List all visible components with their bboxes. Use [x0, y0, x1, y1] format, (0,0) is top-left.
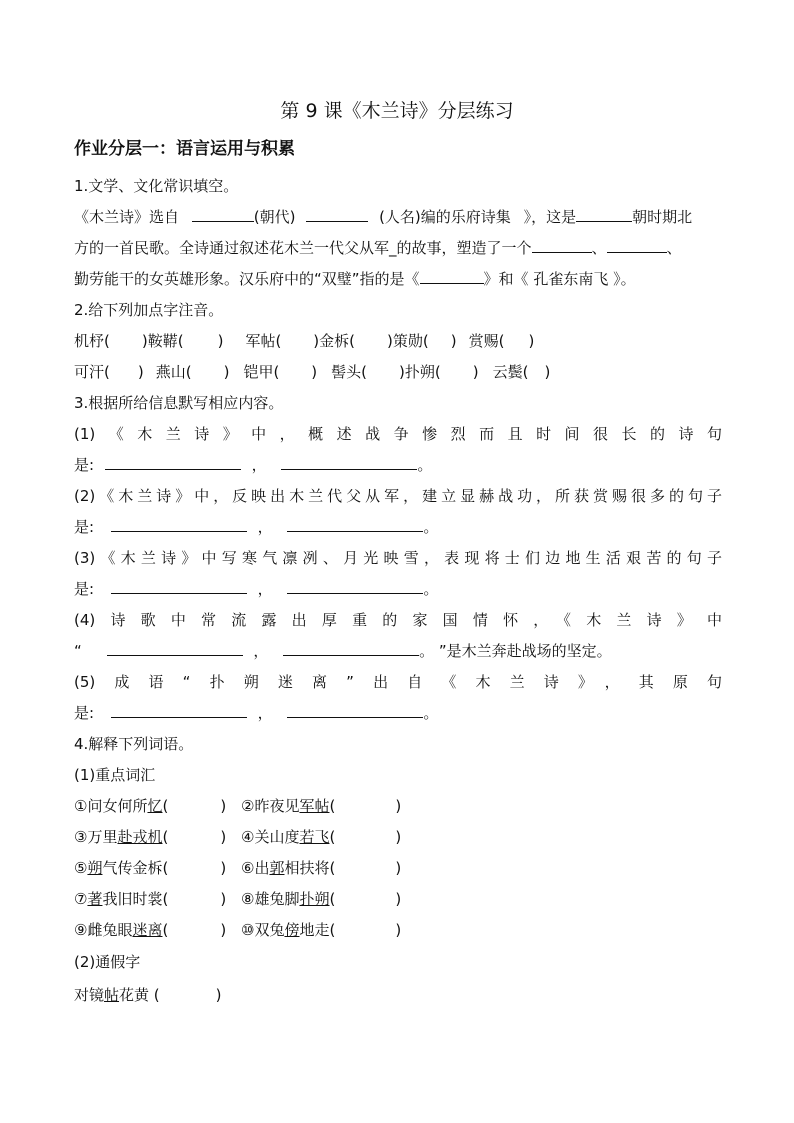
vocab-word: 忆: [147, 797, 163, 815]
q1-text: 朝时期北: [632, 208, 693, 226]
blank-q3-4b[interactable]: [283, 640, 419, 656]
vocab-text: 问女何所: [87, 797, 148, 815]
pinyin-item: ): [311, 363, 318, 381]
vocab-item: [74, 888, 226, 910]
q1-text: 、: [591, 239, 607, 257]
vocab-close: ): [220, 890, 227, 908]
q3-text: 是:: [74, 456, 95, 474]
vocab-text: 雌兔眼: [87, 921, 133, 939]
q2-label: 2.给下列加点字注音。: [74, 301, 224, 319]
q1-label: 1.文学、文化常识填空。: [74, 177, 239, 195]
vocab-number: ①: [74, 797, 88, 815]
vocab-item: [74, 919, 226, 941]
q1-line-1: [74, 206, 692, 228]
vocab-number: ③: [74, 828, 88, 846]
vocab-text: (: [329, 828, 336, 846]
vocab-item: [241, 795, 401, 817]
blank-trait-2[interactable]: [607, 237, 667, 253]
vocab-number: ⑤: [74, 859, 88, 877]
vocab-close: ): [395, 828, 402, 846]
pinyin-item: ): [450, 332, 457, 350]
vocab-close: ): [220, 828, 227, 846]
pinyin-item: )金柝(: [313, 332, 356, 350]
q1-text: 》和《: [483, 270, 529, 288]
blank-person[interactable]: [306, 206, 368, 222]
q3-s5-line-2: [74, 702, 438, 724]
pinyin-item: 铠甲(: [243, 363, 280, 381]
pinyin-item: 赏赐(: [468, 332, 505, 350]
tongjia-text: ): [215, 986, 222, 1004]
blank-q3-3b[interactable]: [287, 578, 423, 594]
vocab-close: ): [395, 890, 402, 908]
pinyin-item: ): [137, 363, 144, 381]
blank-poem[interactable]: [420, 268, 484, 284]
pinyin-item: 云鬓(: [492, 363, 529, 381]
vocab-text: 双兔: [254, 921, 285, 939]
vocab-word: 著: [87, 890, 103, 908]
vocab-close: ): [395, 921, 402, 939]
q3-s3-line-2: [74, 578, 438, 600]
q1-line-2: [74, 237, 682, 259]
q1-text: (朝代): [253, 208, 296, 226]
vocab-text: 地走(: [299, 921, 336, 939]
pinyin-item: )策勋(: [387, 332, 429, 350]
vocab-text: (: [162, 797, 169, 815]
vocab-item: [241, 826, 401, 848]
q1-text: 方的一首民歌。全诗通过叙述花木兰一代父从军_的故事，塑造了一个: [74, 239, 532, 257]
vocab-item: [241, 857, 401, 879]
q3-text: 。 ”是木兰奔赴战场的坚定。: [419, 642, 612, 660]
q3-text: 。: [423, 580, 439, 598]
vocab-number: ⑨: [74, 921, 88, 939]
vocab-number: ⑦: [74, 890, 88, 908]
q3-s1-line-1: (1)《木兰诗》中，概述战争惨烈而且时间很长的诗句: [74, 425, 722, 443]
q3-s5-line-1: (5)成语“扑朔迷离”出自《木兰诗》，其原句: [74, 673, 722, 691]
section-heading: 作业分层一：语言运用与积累: [74, 139, 295, 159]
vocab-number: ④: [241, 828, 255, 846]
vocab-text: 出: [254, 859, 270, 877]
blank-q3-1b[interactable]: [281, 454, 417, 470]
q3-text: ，: [257, 704, 273, 722]
q1-text: 》，这是: [523, 208, 577, 226]
vocab-item: [74, 857, 226, 879]
q3-text: ，: [251, 456, 267, 474]
vocab-item: [74, 795, 226, 817]
pinyin-item: 燕山(: [155, 363, 192, 381]
vocab-word: 迷离: [132, 921, 163, 939]
q1-line-3: [74, 268, 636, 290]
vocab-text: 雄兔脚: [254, 890, 300, 908]
q3-text: “: [74, 642, 82, 660]
q2-row-1: [74, 330, 534, 352]
pinyin-item: )扑朔(: [399, 363, 441, 381]
vocab-text: (: [162, 828, 169, 846]
q3-text: ，: [253, 642, 269, 660]
q3-text: ，: [257, 580, 273, 598]
vocab-word: 傍: [284, 921, 300, 939]
tongjia-text: 对镜: [74, 986, 105, 1004]
pinyin-item: 机杼(: [74, 332, 110, 350]
q2-row-2: [74, 361, 550, 383]
q1-text: 》。: [613, 270, 636, 288]
vocab-text: (: [329, 890, 336, 908]
vocab-word: 郭: [269, 859, 285, 877]
vocab-number: ②: [241, 797, 255, 815]
vocab-item: [241, 888, 401, 910]
blank-q3-3a[interactable]: [111, 578, 247, 594]
vocab-close: ): [395, 859, 402, 877]
blank-era[interactable]: [576, 206, 632, 222]
q1-text: 、: [666, 239, 682, 257]
q3-s1-line-2: [74, 454, 432, 476]
pinyin-item: )鞍鞯(: [141, 332, 184, 350]
blank-q3-5a[interactable]: [111, 702, 247, 718]
blank-trait-1[interactable]: [532, 237, 592, 253]
q3-text: 是:: [74, 518, 95, 536]
blank-q3-4a[interactable]: [107, 640, 243, 656]
page-title: 第 9 课《木兰诗》分层练习: [280, 100, 514, 122]
vocab-text: (: [329, 797, 336, 815]
vocab-text: 我旧时裳(: [102, 890, 169, 908]
vocab-word: 朔: [87, 859, 103, 877]
q4-label: 4.解释下列词语。: [74, 735, 194, 753]
blank-dynasty[interactable]: [192, 206, 254, 222]
pinyin-item: ): [223, 363, 230, 381]
vocab-text: (: [162, 921, 169, 939]
q1-text: 勤劳能干的女英雄形象。汉乐府中的“双璧”指的是《: [74, 270, 420, 288]
vocab-text: 万里: [87, 828, 118, 846]
pinyin-item: 军帖(: [245, 332, 282, 350]
pinyin-item: 可汗(: [74, 363, 110, 381]
q3-s4-line-1: (4)诗歌中常流露出厚重的家国情怀，《木兰诗》中: [74, 611, 722, 629]
vocab-number: ⑧: [241, 890, 255, 908]
q3-text: 是:: [74, 704, 95, 722]
pinyin-item: 髻头(: [331, 363, 368, 381]
tongjia-word: 帖: [104, 986, 120, 1004]
q4-sub-2: (2)通假字: [74, 953, 141, 971]
blank-q3-1a[interactable]: [105, 454, 241, 470]
q3-s2-line-2: [74, 516, 438, 538]
q3-label: 3.根据所给信息默写相应内容。: [74, 394, 284, 412]
vocab-close: ): [395, 797, 402, 815]
q3-text: 。: [417, 456, 433, 474]
tongjia-text: 花黄 (: [119, 986, 160, 1004]
blank-q3-2a[interactable]: [111, 516, 247, 532]
vocab-text: 关山度: [254, 828, 300, 846]
tongjia-item: [74, 984, 222, 1006]
q3-text: 。: [423, 704, 439, 722]
blank-q3-2b[interactable]: [287, 516, 423, 532]
vocab-text: 昨夜见: [254, 797, 300, 815]
vocab-close: ): [220, 859, 227, 877]
q3-s3-line-1: (3)《木兰诗》中写寒气凛冽、月光映雪，表现将士们边地生活艰苦的句子: [74, 549, 722, 567]
q3-s2-line-1: (2)《木兰诗》中，反映出木兰代父从军，建立显赫战功，所获赏赐很多的句子: [74, 487, 722, 505]
vocab-close: ): [220, 797, 227, 815]
vocab-text: 相扶将(: [284, 859, 336, 877]
blank-q3-5b[interactable]: [287, 702, 423, 718]
q3-text: ，: [257, 518, 273, 536]
vocab-word: 赴戎机: [117, 828, 163, 846]
vocab-text: 气传金柝(: [102, 859, 169, 877]
pinyin-item: ): [217, 332, 224, 350]
vocab-item: [241, 919, 401, 941]
q4-sub-1: (1)重点词汇: [74, 766, 156, 784]
vocab-number: ⑥: [241, 859, 255, 877]
vocab-number: ⑩: [241, 921, 255, 939]
pinyin-item: ): [472, 363, 479, 381]
vocab-word: 若飞: [299, 828, 330, 846]
q3-text: 是:: [74, 580, 95, 598]
q1-text: 孔雀东南飞: [533, 270, 609, 288]
q1-text: (人名)编的乐府诗集: [379, 208, 511, 226]
vocab-item: [74, 826, 226, 848]
pinyin-item: ): [544, 363, 551, 381]
pinyin-item: ): [528, 332, 535, 350]
vocab-word: 军帖: [299, 797, 330, 815]
q3-s4-line-2: [74, 640, 612, 662]
q1-text: 《木兰诗》选自: [74, 208, 180, 226]
q3-text: 。: [423, 518, 439, 536]
vocab-word: 扑朔: [299, 890, 330, 908]
vocab-close: ): [220, 921, 227, 939]
